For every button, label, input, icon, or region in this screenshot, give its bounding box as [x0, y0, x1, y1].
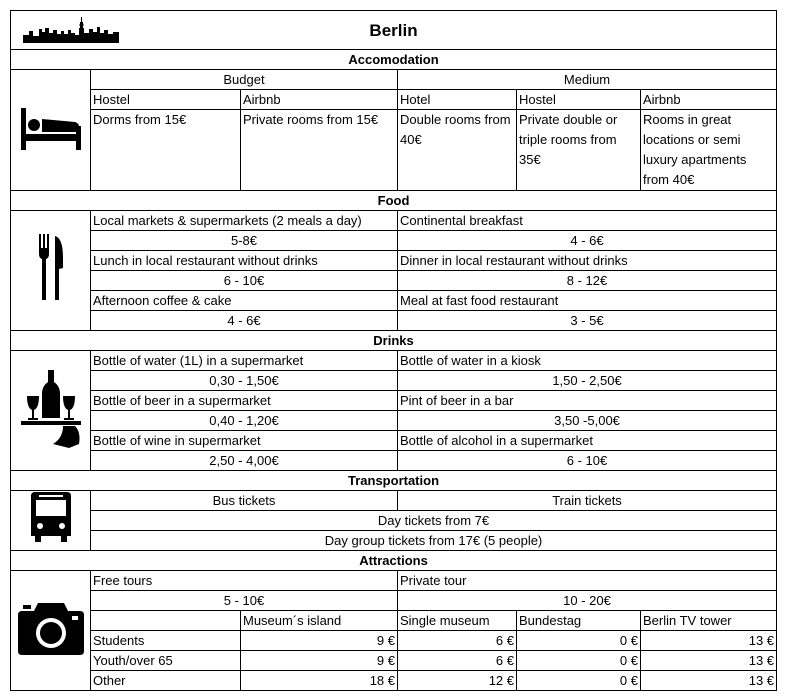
attraction-price: 13 €: [641, 631, 777, 651]
budget-header: Budget: [91, 70, 398, 90]
attraction-price: 0 €: [517, 671, 641, 691]
drinks-icon-cell: [11, 351, 91, 471]
attraction-row-label: Youth/over 65: [91, 651, 241, 671]
attraction-row-label: Students: [91, 631, 241, 651]
food-price: 5-8€: [91, 231, 398, 251]
drink-item: Bottle of beer in a supermarket: [91, 391, 398, 411]
drink-item: Bottle of wine in supermarket: [91, 431, 398, 451]
attraction-price: 9 €: [241, 631, 398, 651]
berlin-costs-table: [10, 10, 777, 691]
food-icon-cell: [11, 211, 91, 331]
attraction-price: 6 €: [398, 651, 517, 671]
bus-icon: [31, 492, 71, 544]
attraction-price: 12 €: [398, 671, 517, 691]
food-item: Continental breakfast: [398, 211, 777, 231]
food-item: Meal at fast food restaurant: [398, 291, 777, 311]
drink-price: 3,50 -5,00€: [398, 411, 777, 431]
attraction-col-header: Berlin TV tower: [641, 611, 777, 631]
train-tickets-label: Train tickets: [398, 491, 777, 511]
attractions-heading: Attractions: [11, 551, 777, 571]
food-price: 4 - 6€: [398, 231, 777, 251]
attraction-price: 13 €: [641, 671, 777, 691]
drink-price: 1,50 - 2,50€: [398, 371, 777, 391]
drink-item: Bottle of water in a kiosk: [398, 351, 777, 371]
drink-price: 2,50 - 4,00€: [91, 451, 398, 471]
drink-price: 0,40 - 1,20€: [91, 411, 398, 431]
food-price: 4 - 6€: [91, 311, 398, 331]
food-item: Lunch in local restaurant without drinks: [91, 251, 398, 271]
drink-item: Pint of beer in a bar: [398, 391, 777, 411]
food-price: 3 - 5€: [398, 311, 777, 331]
bed-icon: [19, 104, 83, 152]
food-item: Local markets & supermarkets (2 meals a day): [91, 211, 398, 231]
attractions-icon-cell: [11, 571, 91, 691]
drink-price: 6 - 10€: [398, 451, 777, 471]
title-cell: [11, 11, 777, 50]
accom-col-airbnb-medium: Airbnb: [641, 90, 777, 110]
food-price: 6 - 10€: [91, 271, 398, 291]
food-price: 8 - 12€: [398, 271, 777, 291]
free-tours-label: Free tours: [91, 571, 398, 591]
drinks-heading: Drinks: [11, 331, 777, 351]
attraction-price: 0 €: [517, 651, 641, 671]
accomodation-icon-cell: [11, 70, 91, 191]
private-tour-price: 10 - 20€: [398, 591, 777, 611]
attraction-row-label: Other: [91, 671, 241, 691]
accom-detail: Private double or triple rooms from 35€: [517, 110, 641, 191]
food-item: Dinner in local restaurant without drinks: [398, 251, 777, 271]
berlin-skyline-icon: [23, 17, 119, 43]
accom-col-airbnb: Airbnb: [241, 90, 398, 110]
attraction-col-header: Museum´s island: [241, 611, 398, 631]
accom-detail: Rooms in great locations or semi luxury apartments from 40€: [641, 110, 777, 191]
wine-tray-icon: [19, 368, 83, 448]
drink-item: Bottle of water (1L) in a supermarket: [91, 351, 398, 371]
empty-cell: [91, 611, 241, 631]
attraction-col-header: Bundestag: [517, 611, 641, 631]
accom-detail: Double rooms from 40€: [398, 110, 517, 191]
attraction-price: 0 €: [517, 631, 641, 651]
attraction-price: 13 €: [641, 651, 777, 671]
accom-col-hotel: Hotel: [398, 90, 517, 110]
attraction-price: 18 €: [241, 671, 398, 691]
page-title: Berlin: [369, 20, 418, 40]
day-tickets-price: Day tickets from 7€: [91, 511, 777, 531]
food-heading: Food: [11, 191, 777, 211]
group-tickets-price: Day group tickets from 17€ (5 people): [91, 531, 777, 551]
transport-icon-cell: [11, 491, 91, 551]
fork-knife-icon: [36, 234, 66, 302]
accom-detail: Dorms from 15€: [91, 110, 241, 191]
drink-item: Bottle of alcohol in a supermarket: [398, 431, 777, 451]
attraction-price: 6 €: [398, 631, 517, 651]
attraction-col-header: Single museum: [398, 611, 517, 631]
accom-col-hostel-medium: Hostel: [517, 90, 641, 110]
bus-tickets-label: Bus tickets: [91, 491, 398, 511]
free-tours-price: 5 - 10€: [91, 591, 398, 611]
accomodation-heading: Accomodation: [11, 50, 777, 70]
accom-detail: Private rooms from 15€: [241, 110, 398, 191]
transportation-heading: Transportation: [11, 471, 777, 491]
accom-col-hostel: Hostel: [91, 90, 241, 110]
attraction-price: 9 €: [241, 651, 398, 671]
food-item: Afternoon coffee & cake: [91, 291, 398, 311]
private-tour-label: Private tour: [398, 571, 777, 591]
camera-icon: [18, 601, 84, 655]
medium-header: Medium: [398, 70, 777, 90]
drink-price: 0,30 - 1,50€: [91, 371, 398, 391]
